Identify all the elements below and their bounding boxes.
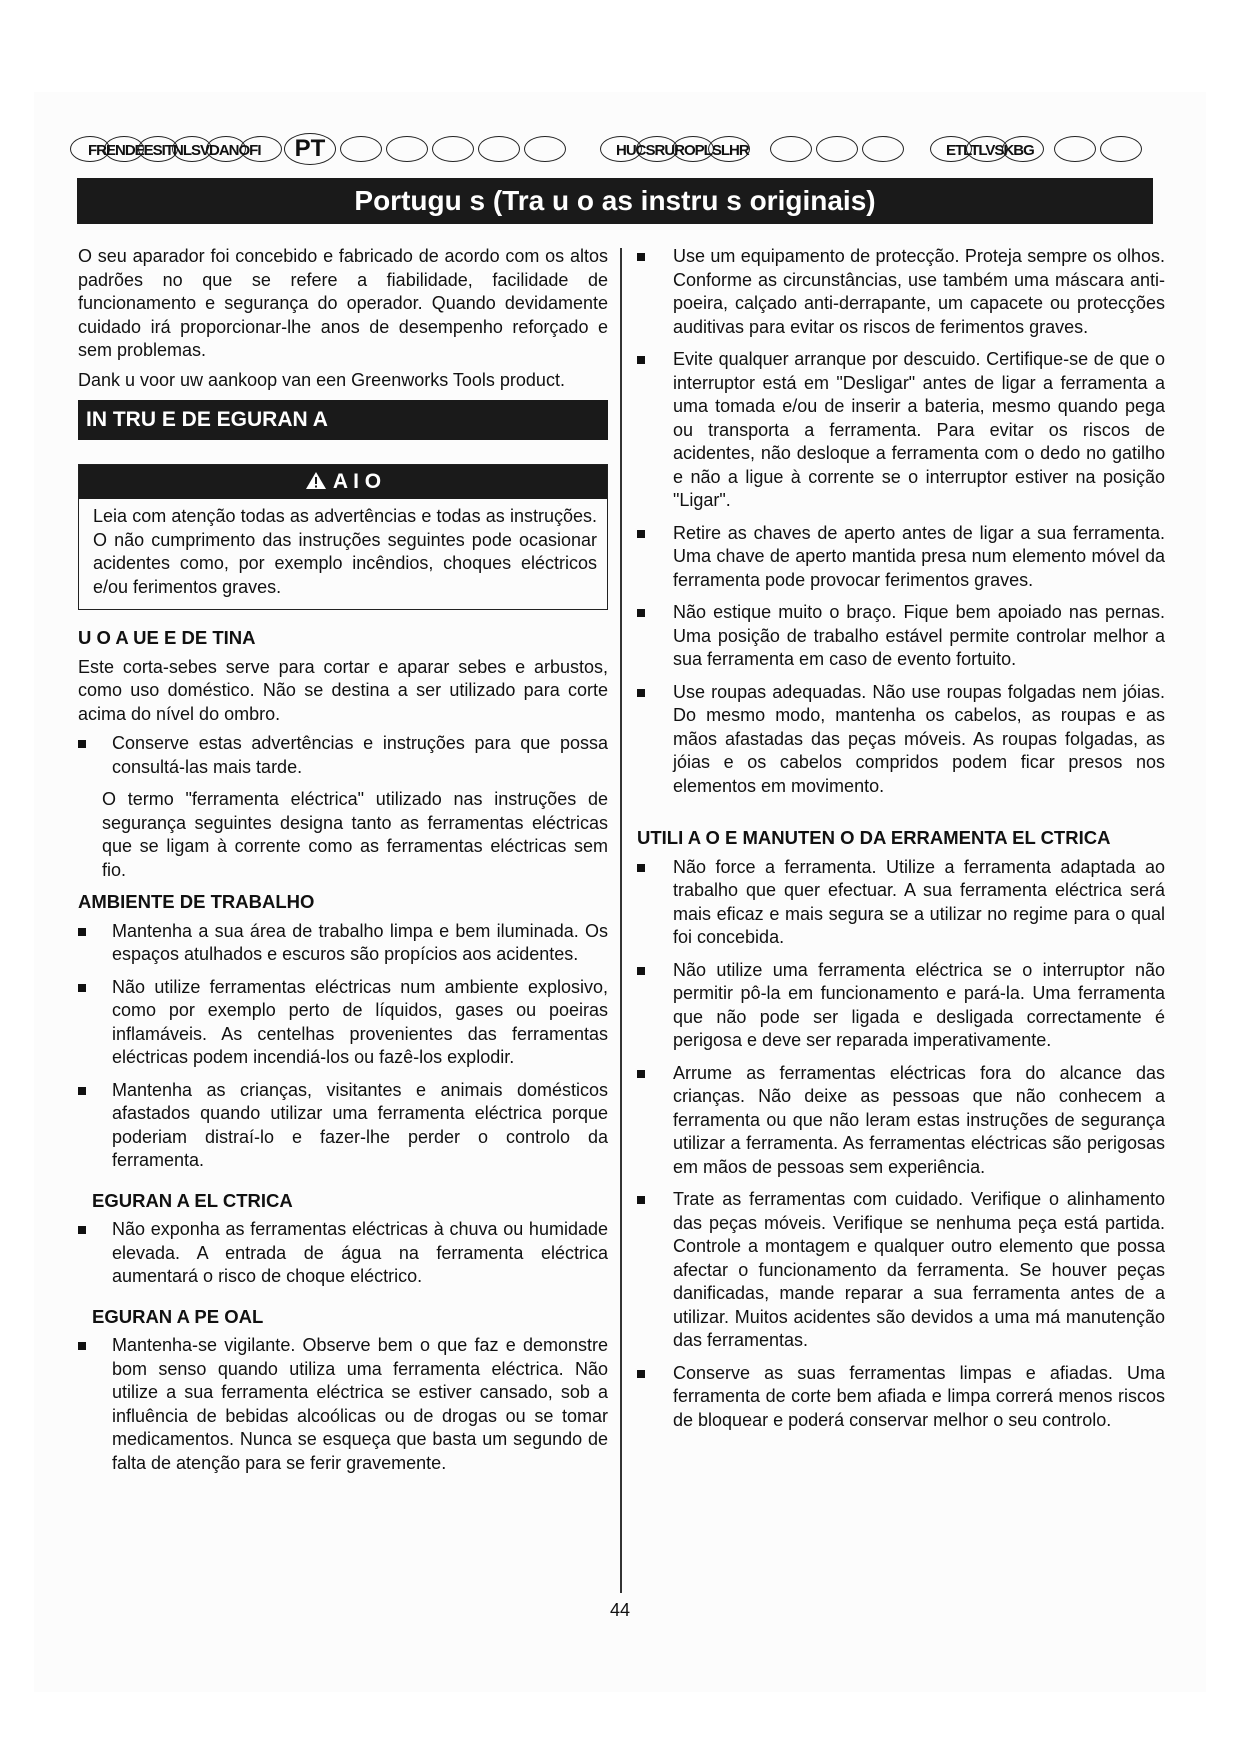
- list-item: Trate as ferramentas com cuidado. Verifique o alinhamento das peças móveis. Verifique se nenhuma peça está partida. Controle a montagem e qualquer outro elemento que possa afectar o funcionamento da ferramenta. Se houver peças danificadas, mande reparar a sua ferramenta antes de a utilizar. Muitos acidentes são devidos a uma má manutenção das ferramentas.: [637, 1188, 1165, 1353]
- page-title: Portugu s (Tra u o as instru s originais): [77, 178, 1153, 224]
- bullet-square-icon: [78, 1342, 86, 1350]
- heading-work-area: AMBIENTE DE TRABALHO: [78, 891, 315, 912]
- bullet-square-icon: [637, 530, 645, 538]
- lang-group-3[interactable]: ETLTLVSKBG: [946, 142, 1034, 159]
- warning-box: [78, 464, 608, 610]
- warning-header: [79, 465, 607, 499]
- list-item: Mantenha as crianças, visitantes e animais domésticos afastados quando utilizar uma ferramenta eléctrica porque poderiam distraí-lo e fazer-lhe perder o controlo da ferramenta.: [78, 1079, 608, 1173]
- bullet-square-icon: [637, 356, 645, 364]
- bullet-square-icon: [637, 1070, 645, 1078]
- bullet-square-icon: [637, 967, 645, 975]
- intro-thanks: Dank u voor uw aankoop van een Greenworks Tools product.: [78, 369, 565, 390]
- right-column: [637, 245, 1165, 1441]
- lang-oval[interactable]: [1100, 136, 1142, 162]
- heading-personal-safety: EGURAN A PE OAL: [92, 1305, 264, 1327]
- bullet-square-icon: [78, 928, 86, 936]
- intro-paragraph: O seu aparador foi concebido e fabricado de acordo com os altos padrões no que se refere a fiabilidade, facilidade de funcionamento e segurança do operador. Quando devidamente cuidado irá proporcionar-lhe anos de desempenho reforçado e sem problemas.: [78, 246, 608, 360]
- bullet-square-icon: [78, 1226, 86, 1234]
- lang-group-2[interactable]: HUCSRUROPLSLHR: [616, 142, 749, 159]
- bullet-square-icon: [78, 1087, 86, 1095]
- lang-oval[interactable]: [770, 136, 812, 162]
- section-bar-safety-instructions: IN TRU E DE EGURAN A: [78, 400, 608, 440]
- warning-title: A I O: [332, 470, 382, 493]
- bullet-square-icon: [637, 1370, 645, 1378]
- lang-oval[interactable]: [478, 136, 520, 162]
- lang-oval[interactable]: [524, 136, 566, 162]
- bullet-square-icon: [78, 740, 86, 748]
- bullet-square-icon: [78, 984, 86, 992]
- list-item: Não utilize uma ferramenta eléctrica se o interruptor não permitir pô-la em funcionamento e pará-la. Uma ferramenta que não pode ser ligada e desligada correctamente é perigosa e deve ser reparada imperativamente.: [637, 959, 1165, 1053]
- list-item: Use um equipamento de protecção. Proteja sempre os olhos. Conforme as circunstâncias, use também uma máscara anti-poeira, calçado anti-derrapante, um capacete ou protecções auditivas para evitar os riscos de ferimentos graves.: [637, 245, 1165, 339]
- list-item: Use roupas adequadas. Não use roupas folgadas nem jóias. Do mesmo modo, mantenha os cabelos, as roupas e as mãos afastadas das peças móveis. As roupas folgadas, as jóias e os cabelos compridos podem ficar presos nos elementos em movimento.: [637, 681, 1165, 799]
- list-item: Não estique muito o braço. Fique bem apoiado nas pernas. Uma posição de trabalho estável permite controlar melhor a sua ferramenta em caso de evento fortuito.: [637, 601, 1165, 672]
- list-item: Conserve as suas ferramentas limpas e afiadas. Uma ferramenta de corte bem afiada e limpa correrá menos riscos de bloquear e poderá conservar melhor o seu controlo.: [637, 1362, 1165, 1433]
- list-item: Mantenha a sua área de trabalho limpa e bem iluminada. Os espaços atulhados e escuros são propícios aos acidentes.: [78, 920, 608, 967]
- left-column: [78, 245, 608, 1484]
- heading-intended-use: U O A UE E DE TINA: [78, 627, 256, 648]
- bullet-square-icon: [637, 609, 645, 617]
- heading-tool-use-maintenance: UTILI A O E MANUTEN O DA ERRAMENTA EL CTRICA: [637, 827, 1111, 848]
- list-item: Não utilize ferramentas eléctricas num ambiente explosivo, como por exemplo perto de líquidos, gases ou poeiras inflamáveis. As centelhas provenientes das ferramentas eléctricas podem incendiá-los ou fazê-los explodir.: [78, 976, 608, 1070]
- language-tabs: [70, 133, 1165, 167]
- lang-tab-current[interactable]: PT: [284, 133, 336, 165]
- warning-text: Leia com atenção todas as advertências e todas as instruções. O não cumprimento das instruções seguintes pode ocasionar acidentes como, por exemplo incêndios, choques eléctricos e/ou ferimentos graves.: [93, 506, 597, 597]
- page-number: 44: [609, 1600, 631, 1620]
- lang-oval[interactable]: [862, 136, 904, 162]
- power-tool-note: O termo "ferramenta eléctrica" utilizado nas instruções de segurança seguintes designa tanto as ferramentas eléctricas que se ligam à corrente como as ferramentas eléctricas sem fio.: [102, 789, 608, 880]
- list-item: Conserve estas advertências e instruções para que possa consultá-las mais tarde.: [78, 732, 608, 779]
- warning-triangle-icon: [305, 467, 327, 501]
- lang-oval[interactable]: [816, 136, 858, 162]
- column-divider: [620, 248, 622, 1593]
- list-item: Mantenha-se vigilante. Observe bem o que faz e demonstre bom senso quando utiliza uma ferramenta eléctrica. Não utilize a sua ferramenta eléctrica se estiver cansado, sob a influência de bebidas alcoólicas ou de drogas ou se tomar medicamentos. Nunca se esqueça que basta um segundo de falta de atenção para se ferir gravemente.: [78, 1334, 608, 1475]
- lang-oval[interactable]: [432, 136, 474, 162]
- lang-oval[interactable]: [340, 136, 382, 162]
- bullet-square-icon: [637, 1196, 645, 1204]
- bullet-square-icon: [637, 253, 645, 261]
- list-item: Não exponha as ferramentas eléctricas à chuva ou humidade elevada. A entrada de água na ferramenta eléctrica aumentará o risco de choque eléctrico.: [78, 1218, 608, 1289]
- lang-oval[interactable]: [386, 136, 428, 162]
- list-item: Evite qualquer arranque por descuido. Certifique-se de que o interruptor está em "Desligar" antes de ligar a ferramenta a uma tomada e/ou de inserir a bateria, mesmo quando pega ou transporta a ferramenta. Para evitar os riscos de acidentes, não desloque a ferramenta com o dedo no gatilho e não a ligue à corrente se o interruptor estiver na posição "Ligar".: [637, 348, 1165, 513]
- lang-group-1[interactable]: FRENDEESITNLSVDANOFI: [88, 142, 261, 159]
- heading-electrical-safety: EGURAN A EL CTRICA: [92, 1189, 293, 1211]
- bullet-square-icon: [637, 864, 645, 872]
- list-item: Arrume as ferramentas eléctricas fora do alcance das crianças. Não deixe as pessoas que não conhecem a ferramenta ou que não leram estas instruções de segurança utilizar a ferramenta. As ferramentas eléctricas são perigosas em mãos de pessoas sem experiência.: [637, 1062, 1165, 1180]
- lang-oval[interactable]: [1054, 136, 1096, 162]
- intended-use-text: Este corta-sebes serve para cortar e aparar sebes e arbustos, como uso doméstico. Não se destina a ser utilizado para corte acima do nível do ombro.: [78, 656, 608, 724]
- list-item: Retire as chaves de aperto antes de ligar a sua ferramenta. Uma chave de aperto mantida presa num elemento móvel da ferramenta pode provocar ferimentos graves.: [637, 522, 1165, 593]
- bullet-square-icon: [637, 689, 645, 697]
- list-item: Não force a ferramenta. Utilize a ferramenta adaptada ao trabalho que quer efectuar. A sua ferramenta eléctrica será mais eficaz e mais segura se a utilizar no regime para o qual foi concebida.: [637, 856, 1165, 950]
